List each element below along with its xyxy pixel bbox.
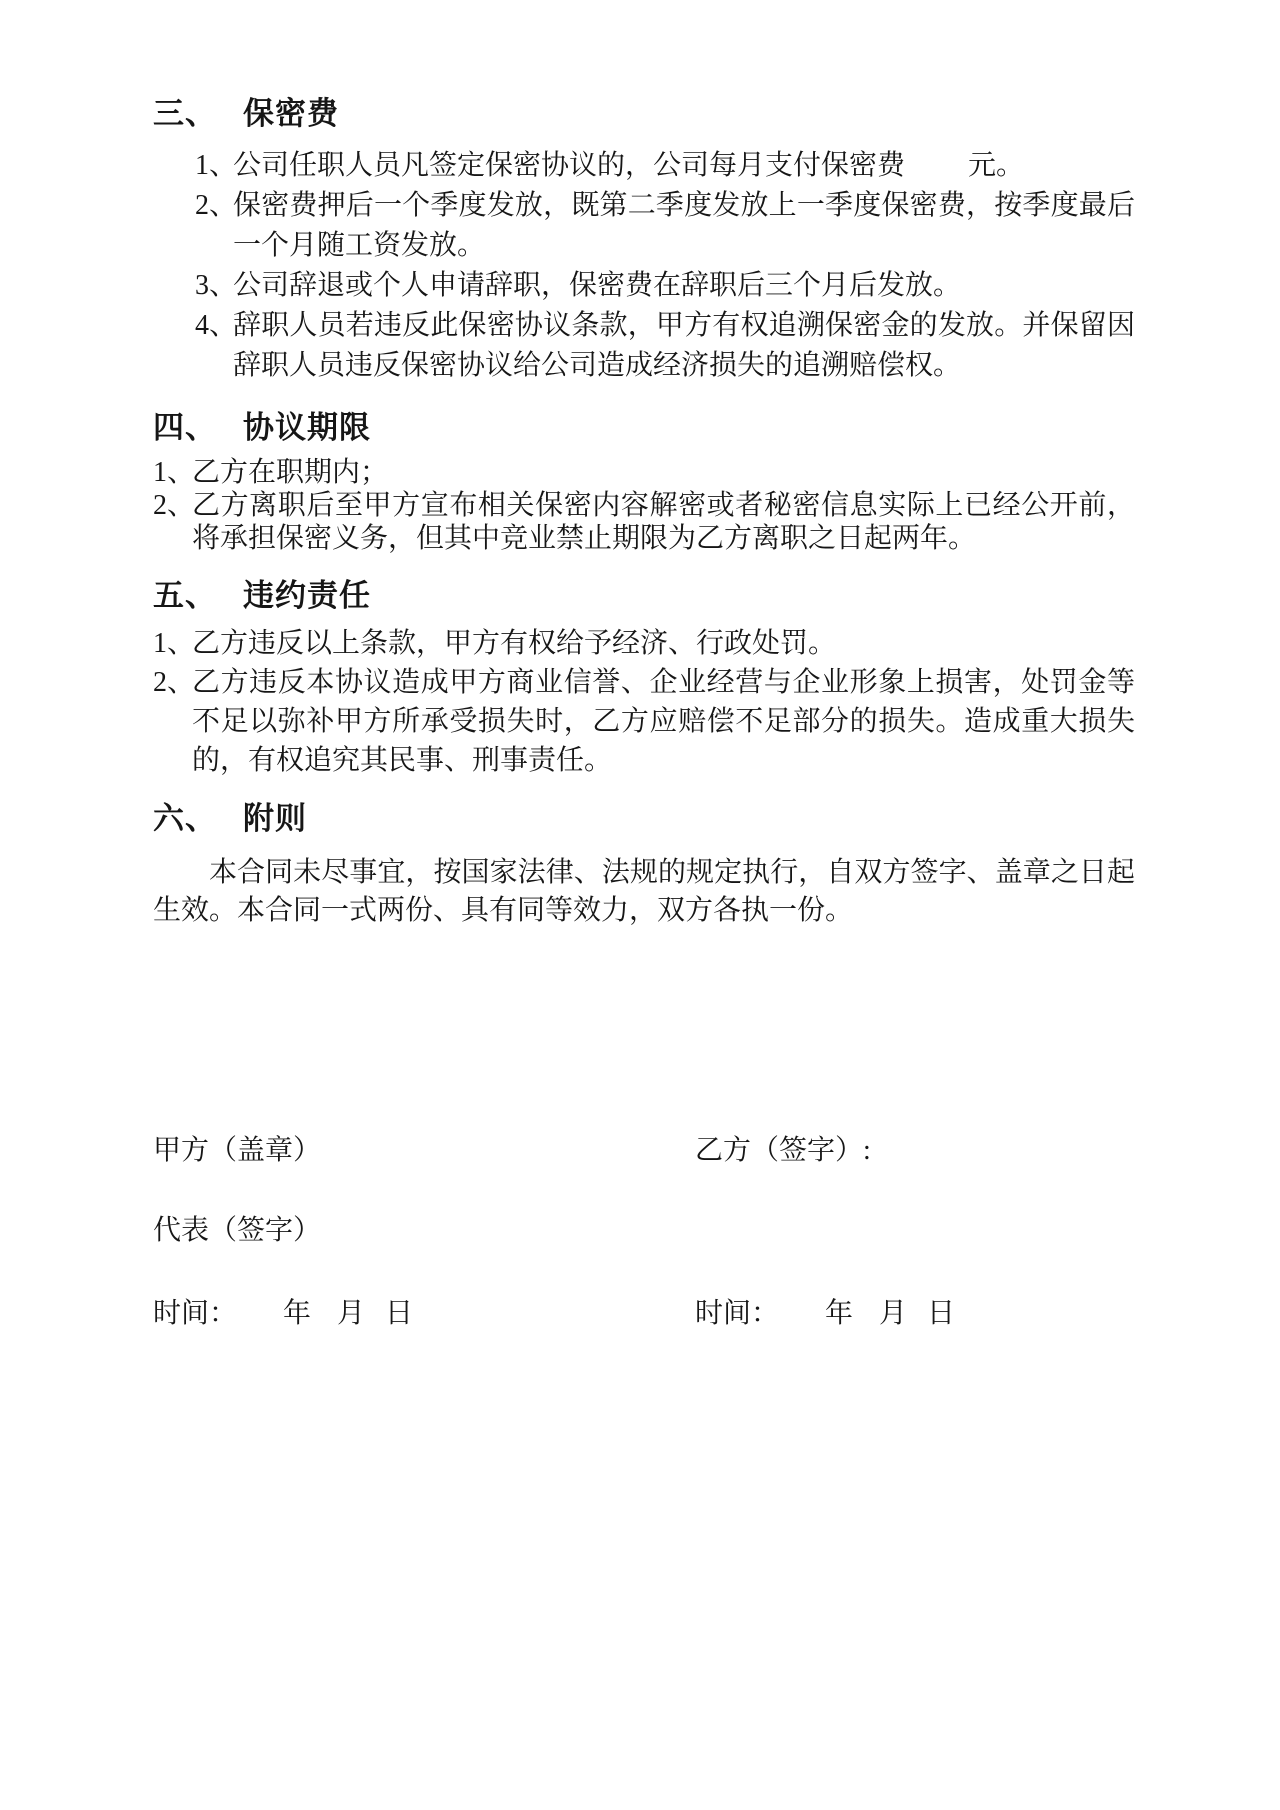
day-label: 日 — [927, 1298, 956, 1329]
time-label: 时间： — [695, 1298, 780, 1329]
section-number: 四、 — [153, 410, 217, 445]
item-number: 2、 — [195, 190, 238, 221]
section-breach-liability-items — [153, 624, 1135, 780]
party-a-seal-label: 甲方（盖章） — [153, 1135, 322, 1166]
item-text: 乙方违反以上条款，甲方有权给予经济、行政处罚。 — [192, 628, 837, 659]
section-number: 五、 — [153, 578, 217, 613]
list-item — [153, 456, 1135, 489]
section-title: 保密费 — [243, 96, 339, 131]
item-text: 辞职人员若违反此保密协议条款，甲方有权追溯保密金的发放。并保留因辞职人员违反保密协议给公司造成经济损失的追溯赔偿权。 — [233, 310, 1135, 381]
party-b-sign-label: 乙方（签字）: — [695, 1135, 871, 1166]
item-text: 保密费押后一个季度发放，既第二季度发放上一季度保密费，按季度最后一个月随工资发放。 — [233, 190, 1135, 261]
month-label: 月 — [337, 1298, 366, 1329]
signature-row-parties — [153, 1133, 1135, 1169]
year-label: 年 — [283, 1298, 312, 1329]
section-heading-breach-liability — [153, 574, 1135, 618]
signature-row-representative — [153, 1213, 1135, 1249]
item-text: 公司辞退或个人申请辞职，保密费在辞职后三个月后发放。 — [233, 270, 962, 301]
item-number: 3、 — [195, 270, 238, 301]
item-text: 乙方离职后至甲方宣布相关保密内容解密或者秘密信息实际上已经公开前，将承担保密义务，但其中竞业禁止期限为乙方离职之日起两年。 — [192, 490, 1135, 554]
section-number: 三、 — [153, 96, 217, 131]
section-number: 六、 — [153, 801, 217, 836]
time-label: 时间： — [153, 1298, 238, 1329]
section-heading-agreement-term — [153, 406, 1135, 450]
item-text: 公司任职人员凡签定保密协议的，公司每月支付保密费 元。 — [233, 150, 1025, 181]
list-item — [195, 266, 1135, 306]
closing-paragraph: 本合同未尽事宜，按国家法律、法规的规定执行，自双方签字、盖章之日起生效。本合同一式两份、具有同等效力，双方各执一份。 — [153, 857, 1135, 926]
list-item — [153, 489, 1135, 555]
spacer — [695, 1213, 1135, 1249]
section-title: 协议期限 — [243, 410, 371, 445]
date-line-party-b — [695, 1296, 1135, 1332]
item-number: 1、 — [153, 628, 196, 659]
item-text: 乙方在职期内； — [192, 457, 389, 488]
year-label: 年 — [825, 1298, 854, 1329]
item-text: 乙方违反本协议造成甲方商业信誉、企业经营与企业形象上损害，处罚金等不足以弥补甲方所承受损失时，乙方应赔偿不足部分的损失。造成重大损失的，有权追究其民事、刑事责任。 — [192, 667, 1135, 776]
month-label: 月 — [879, 1298, 908, 1329]
section-heading-confidentiality-fee — [153, 92, 1135, 136]
section-title: 附则 — [243, 801, 307, 836]
signature-row-dates — [153, 1296, 1135, 1332]
section-agreement-term-items — [153, 456, 1135, 555]
list-item — [153, 624, 1135, 663]
section-confidentiality-fee-items — [195, 146, 1135, 386]
section-heading-supplementary — [153, 797, 1135, 841]
list-item — [153, 663, 1135, 780]
list-item — [195, 306, 1135, 386]
representative-sign-label: 代表（签字） — [153, 1215, 322, 1246]
list-item — [195, 186, 1135, 266]
item-number: 2、 — [153, 490, 196, 521]
date-line-party-a — [153, 1296, 695, 1332]
item-number: 4、 — [195, 310, 238, 341]
list-item — [195, 146, 1135, 186]
item-number: 2、 — [153, 667, 196, 698]
day-label: 日 — [385, 1298, 414, 1329]
section-title: 违约责任 — [243, 578, 371, 613]
item-number: 1、 — [153, 457, 196, 488]
item-number: 1、 — [195, 150, 238, 181]
